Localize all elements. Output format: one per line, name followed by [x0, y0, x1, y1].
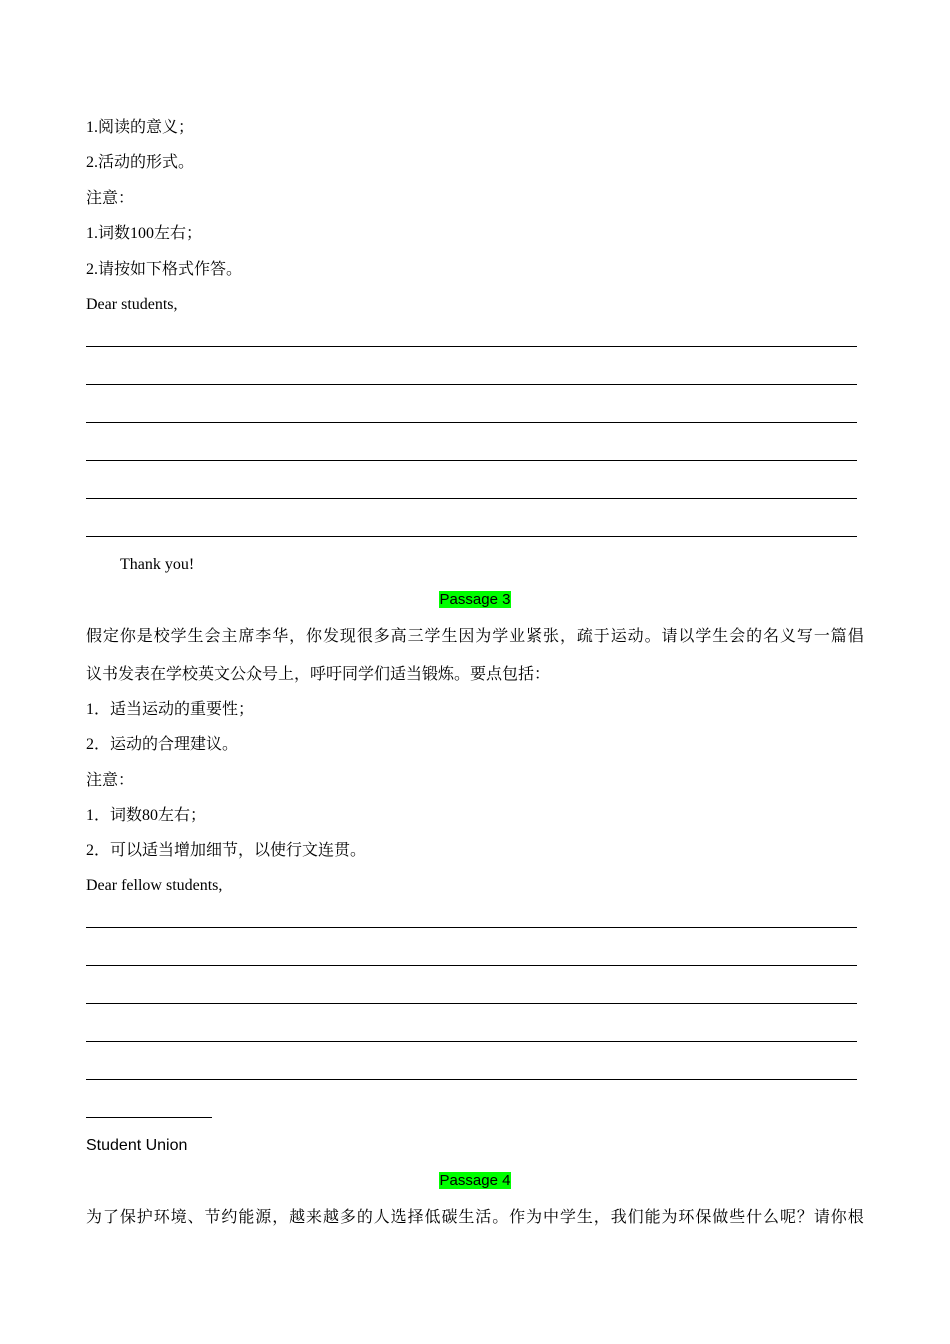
answer-line-short [86, 1117, 212, 1118]
prompt-line: 假定你是校学生会主席李华，你发现很多高三学生因为学业紧张，疏于运动。请以学生会的名义写一篇倡 [86, 628, 864, 645]
closing: Thank you! [120, 556, 195, 573]
note-line: 2.请按如下格式作答。 [86, 261, 243, 278]
answer-line [86, 460, 857, 461]
passage-heading: Passage 4 [439, 1172, 511, 1189]
answer-line [86, 1003, 857, 1004]
answer-line [86, 536, 857, 537]
answer-line [86, 927, 857, 928]
note-label: 注意： [86, 772, 135, 789]
note-line: 1.词数100左右； [86, 225, 203, 242]
prompt-line: 为了保护环境、节约能源，越来越多的人选择低碳生活。作为中学生，我们能为环保做些什么呢？请你根 [86, 1209, 864, 1226]
answer-line [86, 965, 857, 966]
answer-line [86, 346, 857, 347]
signature: Student Union [86, 1137, 188, 1154]
point-line: 1.阅读的意义； [86, 119, 195, 136]
note-line: 2．可以适当增加细节，以使行文连贯。 [86, 842, 367, 859]
answer-line [86, 384, 857, 385]
note-label: 注意： [86, 190, 135, 207]
answer-line [86, 498, 857, 499]
note-line: 1．词数80左右； [86, 807, 207, 824]
point-line: 1．适当运动的重要性； [86, 701, 255, 718]
prompt-line: 议书发表在学校英文公众号上，呼吁同学们适当锻炼。要点包括： [86, 666, 551, 683]
point-line: 2．运动的合理建议。 [86, 736, 239, 753]
answer-line [86, 422, 857, 423]
greeting: Dear students, [86, 296, 178, 313]
greeting: Dear fellow students, [86, 877, 223, 894]
answer-line [86, 1041, 857, 1042]
point-line: 2.活动的形式。 [86, 154, 195, 171]
passage-heading: Passage 3 [439, 591, 511, 608]
answer-line [86, 1079, 857, 1080]
